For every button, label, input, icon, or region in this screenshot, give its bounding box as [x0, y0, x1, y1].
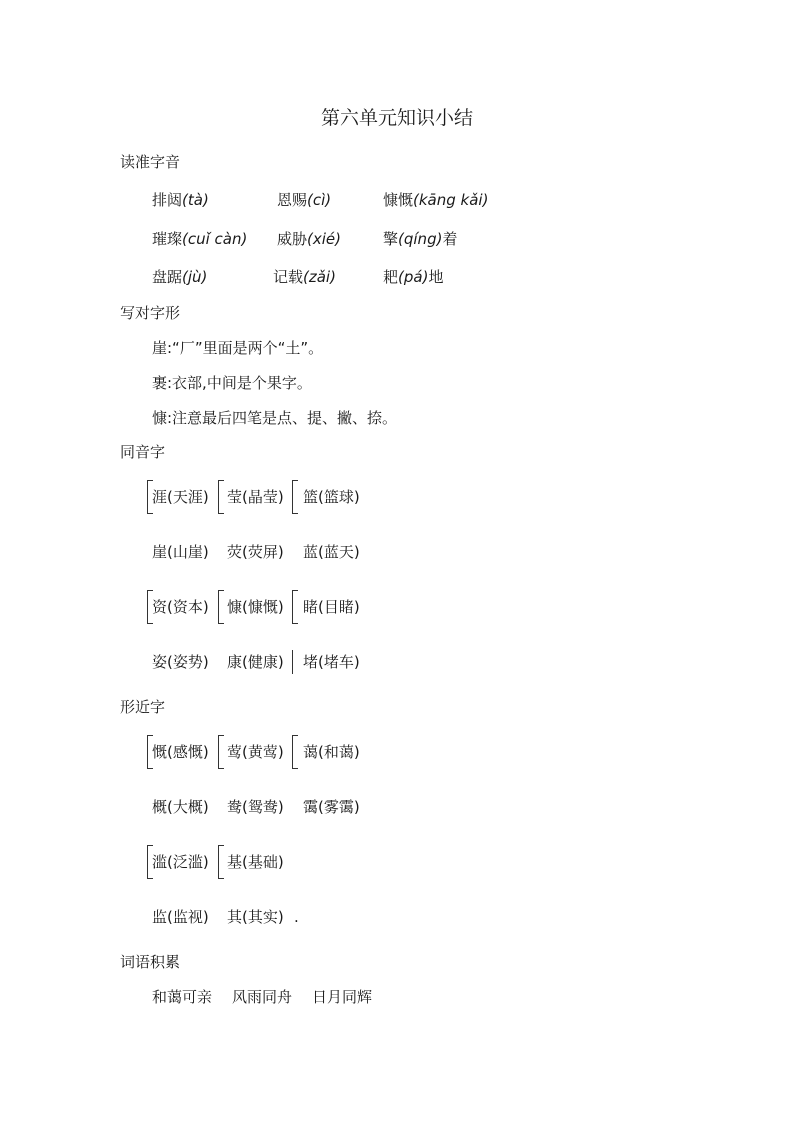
pronunciation-item — [152, 267, 207, 287]
word-cell: 康(健康) — [227, 653, 284, 671]
pronunciation-item — [277, 229, 341, 249]
word-cell: 篮(篮球) — [303, 488, 360, 506]
pinyin: (kāng kǎi) — [413, 191, 489, 209]
hanzi: 威胁 — [277, 230, 308, 248]
word-cell: 涯(天涯) — [152, 488, 209, 506]
word-cell: 霭(雾霭) — [303, 798, 360, 816]
hanzi: 记载 — [273, 268, 304, 286]
word-cell: 监(监视) — [152, 908, 209, 926]
vocab-word: 日月同辉 — [312, 988, 373, 1006]
hanzi: 慷慨 — [383, 191, 414, 209]
hanzi-suffix: 地 — [428, 268, 444, 286]
word-cell: 莺(黄莺) — [227, 743, 284, 761]
word-cell: 姿(姿势) — [152, 653, 209, 671]
pinyin: (cì) — [307, 191, 332, 209]
section-heading-writing: 写对字形 — [120, 304, 181, 322]
word-cell: 其(其实) — [227, 908, 284, 926]
vocab-word: 风雨同舟 — [232, 988, 293, 1006]
word-cell: 滥(泛滥) — [152, 853, 209, 871]
word-cell: 荧(荧屏) — [227, 543, 284, 561]
writing-note: 崖:“厂”里面是两个“土”。 — [152, 339, 324, 357]
word-cell: 睹(目睹) — [303, 598, 360, 616]
word-cell: 慷(慷慨) — [227, 598, 284, 616]
group-brace — [292, 735, 298, 769]
hanzi: 盘踞 — [152, 268, 183, 286]
group-brace — [292, 590, 298, 624]
hanzi: 排闼 — [152, 191, 183, 209]
pinyin: (cuǐ càn) — [182, 230, 248, 248]
group-brace — [218, 590, 224, 624]
section-heading-similar: 形近字 — [120, 698, 166, 716]
word-cell: 基(基础) — [227, 853, 284, 871]
pronunciation-item — [383, 190, 488, 210]
vocab-word: 和蔼可亲 — [152, 988, 213, 1006]
pinyin: (tà) — [182, 191, 209, 209]
group-brace — [218, 480, 224, 514]
section-heading-vocabulary: 词语积累 — [120, 953, 181, 971]
pronunciation-item — [383, 267, 443, 287]
writing-note: 慷:注意最后四笔是点、提、撇、捺。 — [152, 409, 398, 427]
hanzi: 耙 — [383, 268, 399, 286]
word-cell: 蔼(和蔼) — [303, 743, 360, 761]
word-cell: 概(大概) — [152, 798, 209, 816]
word-cell: 慨(感慨) — [152, 743, 209, 761]
word-cell: 堵(堵车) — [303, 653, 360, 671]
pinyin: (pá) — [398, 268, 429, 286]
word-cell: 蓝(蓝天) — [303, 543, 360, 561]
section-heading-pronunciation: 读准字音 — [120, 153, 181, 171]
word-cell: 鸯(鸳鸯) — [227, 798, 284, 816]
word-cell: 崖(山崖) — [152, 543, 209, 561]
pinyin: (qíng) — [398, 230, 443, 248]
hanzi: 璀璨 — [152, 230, 183, 248]
group-brace — [218, 845, 224, 879]
hanzi-suffix: 着 — [442, 230, 458, 248]
group-brace — [218, 735, 224, 769]
writing-note: 裹:衣部,中间是个果字。 — [152, 374, 312, 392]
pronunciation-item — [277, 190, 331, 210]
hanzi: 恩赐 — [277, 191, 308, 209]
hanzi: 擎 — [383, 230, 399, 248]
pronunciation-item — [273, 267, 336, 287]
pronunciation-item — [383, 229, 457, 249]
pinyin: (jù) — [182, 268, 208, 286]
word-cell: 资(资本) — [152, 598, 209, 616]
word-cell: 莹(晶莹) — [227, 488, 284, 506]
group-brace — [292, 480, 298, 514]
divider-line — [292, 650, 293, 674]
pinyin: (xié) — [307, 230, 341, 248]
section-heading-homophones: 同音字 — [120, 443, 166, 461]
pinyin: (zǎi) — [303, 268, 336, 286]
pronunciation-item — [152, 190, 209, 210]
page-title: 第六单元知识小结 — [320, 107, 473, 129]
pronunciation-item — [152, 229, 247, 249]
trailing-mark: . — [294, 908, 299, 926]
